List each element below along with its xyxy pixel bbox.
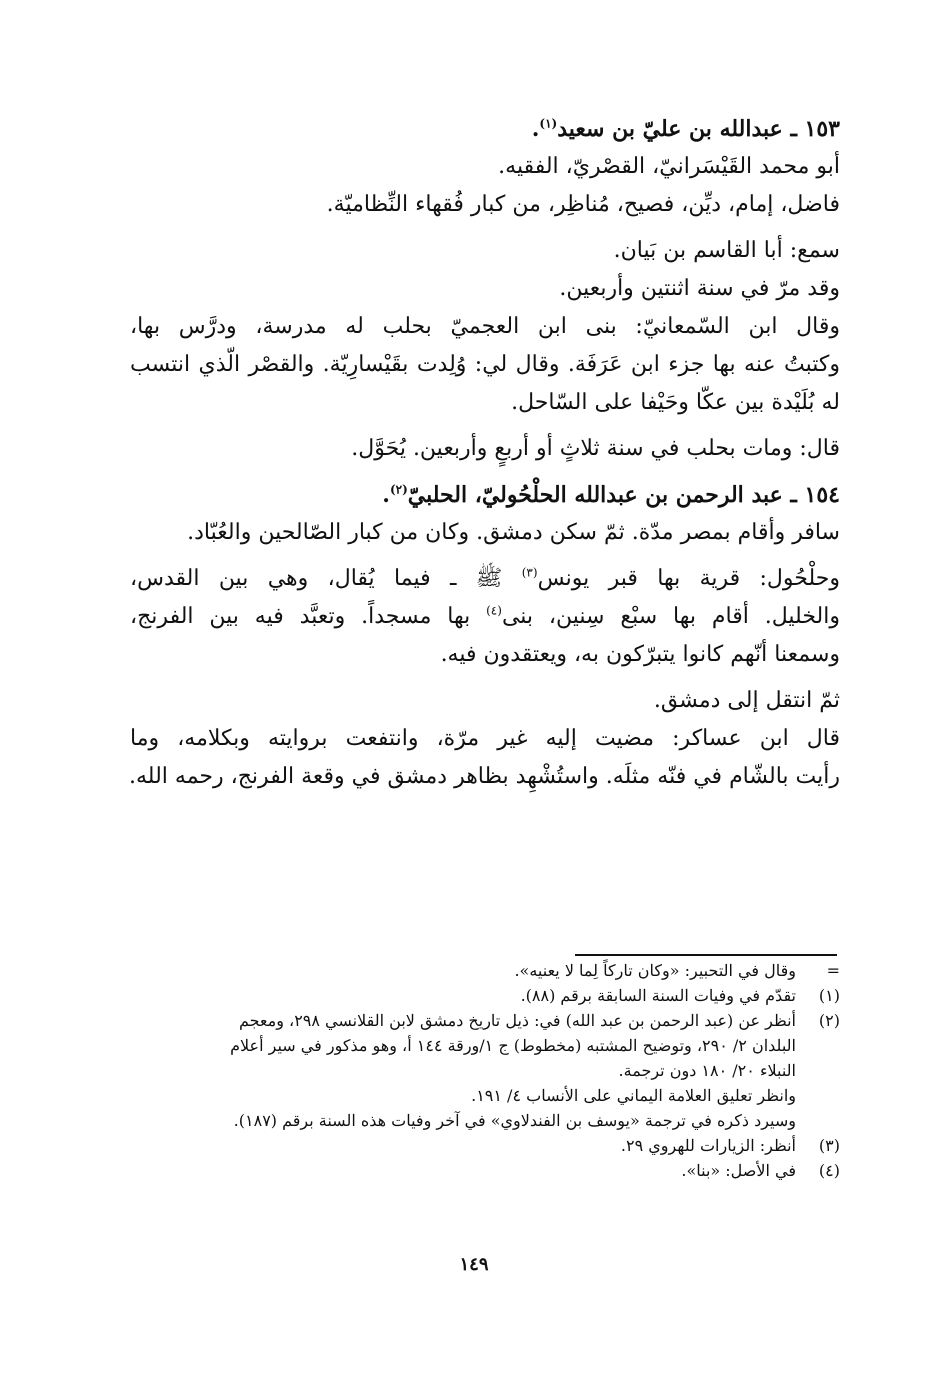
entry-154-line-5: ثمّ انتقل إلى دمشق.	[653, 688, 840, 713]
footnote-3: (٣) أنظر: الزيارات للهروي ٢٩.	[620, 1136, 840, 1155]
footnote-ref-1: (١)	[539, 116, 558, 131]
entry-153-line-7: له بُلَيْدة بين عكّا وحَيْفا على السّاحل.	[511, 390, 840, 415]
footnote-2-line-5: وسيرد ذكره في ترجمة «يوسف بن الفندلاوي» في آخر وفيات هذه السنة برقم (١٨٧).	[233, 1111, 796, 1130]
footnote-2: (٢) أنظر عن (عبد الرحمن بن عبد الله) في: ذيل تاريخ دمشق لابن القلانسي ٢٩٨، ومعجم	[238, 1011, 840, 1030]
entry-154-line-1: سافر وأقام بمصر مدّة. ثمّ سكن دمشق. وكان من كبار الصّالحين والعُبّاد.	[187, 520, 840, 545]
footnote-divider	[575, 954, 837, 956]
entry-154-line-7: رأيت بالشّام في فنّه مثلَه. واستُشْهِد بظاهر دمشق في وقعة الفرنج، رحمه الله.	[129, 764, 840, 789]
entry-153-line-4: وقد مرّ في سنة اثنتين وأربعين.	[559, 276, 840, 301]
footnote-2-line-3: النبلاء ٢٠/ ١٨٠ دون ترجمة.	[618, 1061, 796, 1080]
main-text	[130, 110, 840, 796]
footnote-1: (١) تقدّم في وفيات السنة السابقة برقم (٨٨).	[520, 986, 840, 1005]
entry-154-title: ١٥٤ ـ عبد الرحمن بن عبدالله الحلْحُوليّ، الحلبيّ$^{(٢)}$.	[382, 482, 840, 508]
entry-153-line-3: سمع: أبا القاسم بن بَيان.	[613, 238, 840, 263]
entry-153-line-1: أبو محمد القَيْسَرانيّ، القصْريّ، الفقيه.	[498, 154, 840, 179]
footnote-carry: = وقال في التحبير: «وكان تاركاً لِما لا يعنيه».	[514, 961, 840, 980]
entry-154-line-4: وسمعنا أنّهم كانوا يتبرّكون به، ويعتقدون فيه.	[440, 642, 840, 667]
footnote-4: (٤) في الأصل: «بنا».	[681, 1161, 840, 1180]
footnote-ref-3: (٣)	[521, 565, 538, 580]
page-number: ١٤٩	[459, 1254, 489, 1275]
entry-153-line-8: قال: ومات بحلب في سنة ثلاثٍ أو أربعٍ وأربعين. يُحَوَّل.	[351, 436, 840, 461]
footnote-2-line-2: البلدان ٢/ ٢٩٠، وتوضيح المشتبه (مخطوط) ج ١/ورقة ١٤٤ أ، وهو مذكور في سير أعلام	[230, 1036, 796, 1055]
footnote-2-line-4: وانظر تعليق العلامة اليماني على الأنساب ٤/ ١٩١.	[471, 1086, 796, 1105]
entry-153-title: ١٥٣ ـ عبدالله بن عليّ بن سعيد$^{(١)}$.	[531, 116, 840, 142]
entry-153-line-2: فاضل، إمام، ديِّن، فصيح، مُناظِر، من كبار فُقهاء النِّظاميّة.	[326, 192, 840, 217]
footnote-ref-4: (٤)	[486, 603, 502, 618]
entry-153-line-6: وكتبتُ عنه بها جزء ابن عَرَفَة. وقال لي: وُلِدت بقَيْسارِيّة. والقصْر الّذي انتسب	[130, 352, 840, 377]
entry-154-line-6: قال ابن عساكر: مضيت إليه غير مرّة، وانتفعت بروايته وبكلامه، وما	[130, 726, 840, 751]
entry-154-line-3: والخليل. أقام بها سبْع سِنين، بنى$^{(٤)}$ بها مسجداً. وتعبَّد فيه بين الفرنج،	[130, 603, 840, 629]
entry-154-line-2: وحلْحُول: قرية بها قبر يونس$^{(٣)}$ ﷺ ـ فيما يُقال، وهي بين القدس،	[130, 565, 840, 591]
footnote-ref-2: (٢)	[389, 482, 408, 497]
footnotes	[130, 958, 840, 1183]
entry-153-line-5: وقال ابن السّمعانيّ: بنى ابن العجميّ بحلب له مدرسة، ودرَّس بها،	[130, 314, 840, 339]
